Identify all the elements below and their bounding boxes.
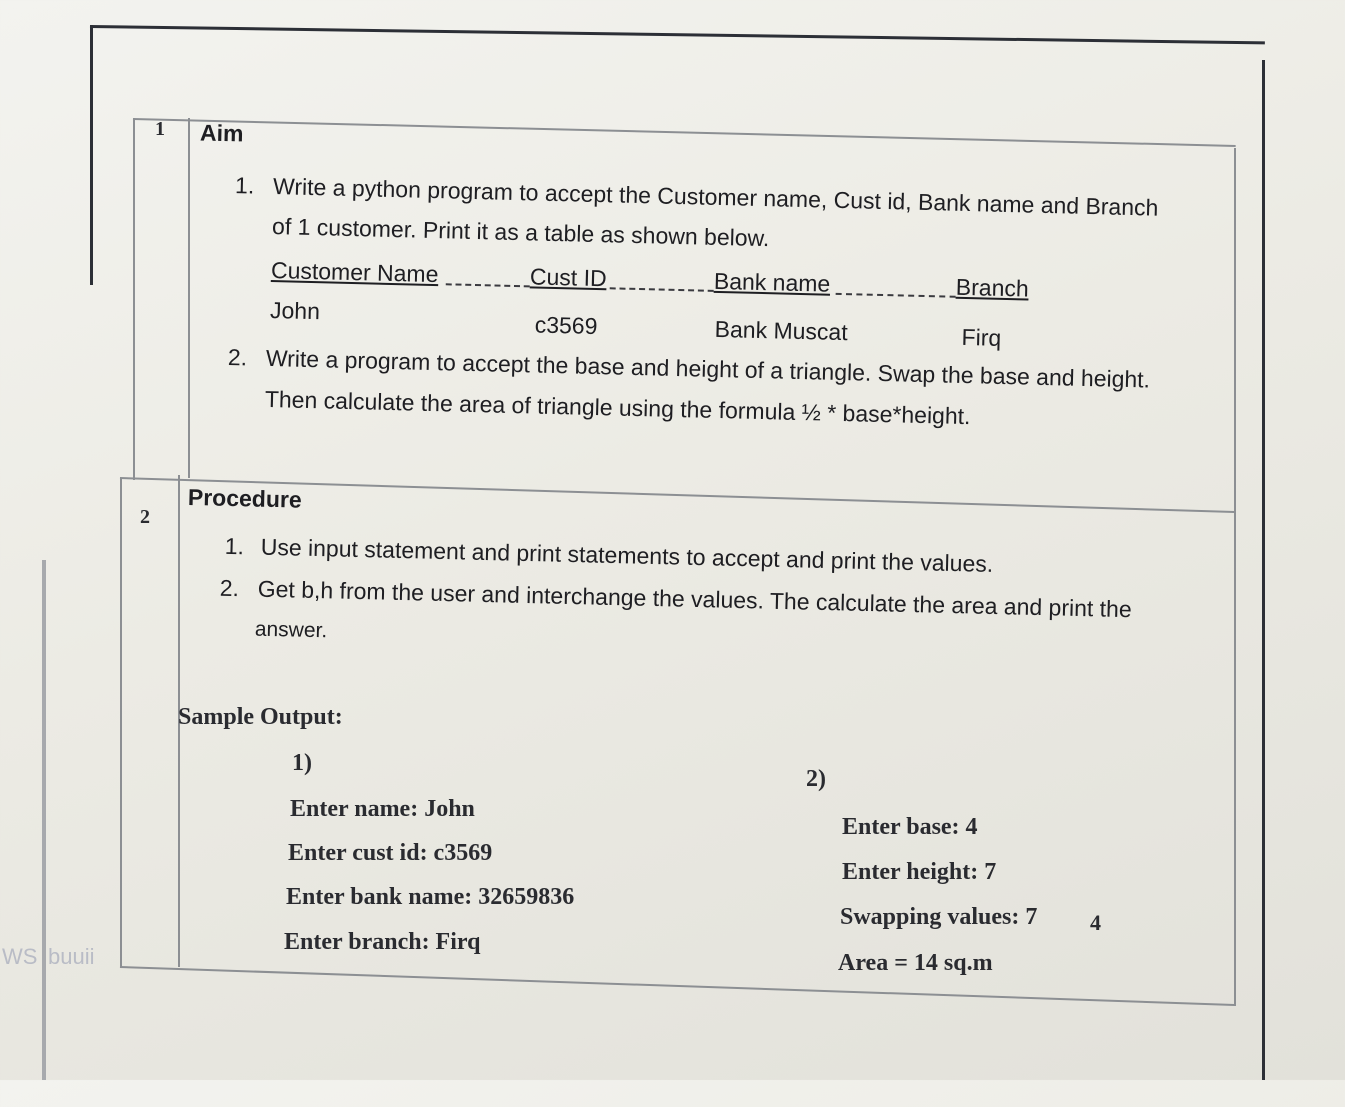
row-number-1: 1 — [155, 118, 165, 140]
procedure-item2-line1: Get b,h from the user and interchange the values. The calculate the area and print the — [257, 575, 1133, 623]
table-header-customer-name: Customer Name — [270, 257, 439, 288]
aim-heading: Aim — [199, 119, 244, 147]
procedure-item2-line2: answer. — [254, 617, 328, 643]
procedure-item1-text: Use input statement and print statements to accept and print the values. — [260, 533, 994, 577]
sample-2-line: Area = 14 sq.m — [838, 950, 993, 976]
table-cell-bank-muscat: Bank Muscat — [714, 315, 848, 346]
procedure-heading: Procedure — [187, 483, 302, 513]
row-number-2: 2 — [140, 506, 150, 528]
aim-item1-number: 1. — [234, 172, 255, 199]
procedure-item1-number: 1. — [224, 532, 245, 560]
aim-item1-line2: of 1 customer. Print it as a table as shown below. — [271, 213, 770, 252]
sample-2-line: Swapping values: 7 — [840, 904, 1038, 930]
sample-2-line: Enter base: 4 — [842, 814, 978, 840]
aim-item2-line2: Then calculate the area of triangle using the formula ½ * base*height. — [264, 385, 971, 430]
sample-2-swap-second: 4 — [1090, 910, 1101, 935]
sample-1-line: Enter bank name: 32659836 — [286, 884, 575, 910]
sample-1-line: Enter cust id: c3569 — [288, 840, 493, 866]
table-cell-john: John — [269, 297, 321, 325]
table-header-cust-id: Cust ID — [529, 263, 607, 292]
aim-item2-line1: Write a program to accept the base and height of a triangle. Swap the base and height. — [265, 344, 1151, 393]
table-cell-firq: Firq — [961, 323, 1002, 351]
sample-2-label: 2) — [806, 766, 826, 792]
sample-output-title: Sample Output: — [178, 704, 343, 730]
watermark-text: WS — [2, 944, 38, 969]
sample-1-line: Enter branch: Firq — [284, 929, 481, 955]
aim-item1-line1: Write a python program to accept the Customer name, Cust id, Bank name and Branch — [272, 173, 1159, 221]
sample-2-line: Enter height: 7 — [842, 859, 997, 885]
procedure-item2-number: 2. — [219, 574, 240, 602]
table-header-bank-name: Bank name — [713, 267, 831, 297]
sample-1-label: 1) — [292, 750, 312, 776]
table-cell-c3569: c3569 — [534, 311, 598, 340]
watermark-text: buuii — [48, 944, 95, 969]
table-header-branch: Branch — [955, 273, 1030, 302]
sample-1-line: Enter name: John — [290, 796, 475, 822]
aim-item2-number: 2. — [227, 344, 248, 371]
